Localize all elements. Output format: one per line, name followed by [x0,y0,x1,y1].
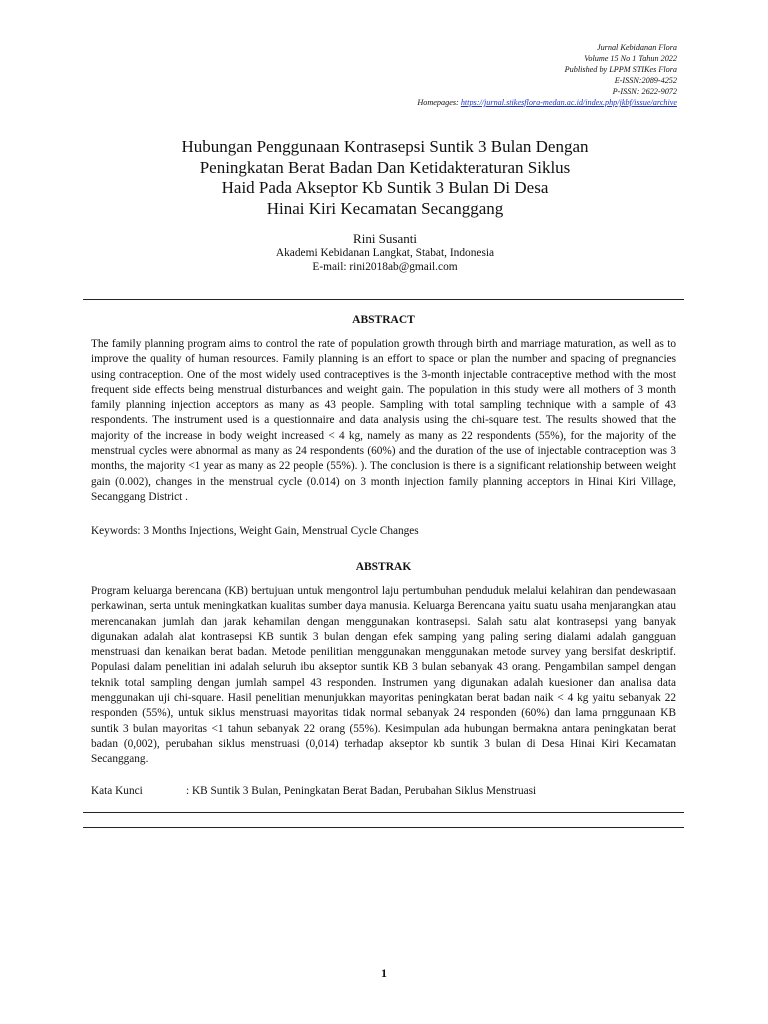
paper-title [150,137,620,219]
author-email: E-mail: rini2018ab@gmail.com [312,261,458,273]
title-line: Peningkatan Berat Badan Dan Ketidakteraturan Siklus [199,157,571,177]
abstract-heading: ABSTRACT [352,314,415,326]
homepage-label: Homepages: [417,98,461,107]
journal-eissn: E-ISSN:2089-4252 [614,76,677,85]
author-affiliation-block [150,246,620,274]
author-affiliation: Akademi Kebidanan Langkat, Stabat, Indonesia [275,247,495,259]
abstrak-heading: ABSTRAK [355,561,412,573]
kata-kunci-label: Kata Kunci [91,785,143,797]
journal-header [417,42,677,108]
kata-kunci [91,784,676,799]
journal-volume: Volume 15 No 1 Tahun 2022 [584,54,677,63]
title-line: Haid Pada Akseptor Kb Suntik 3 Bulan Di Desa [221,178,549,197]
divider-mid [83,812,684,813]
title-line: Hubungan Penggunaan Kontrasepsi Suntik 3 Bulan Dengan [181,137,589,156]
kata-kunci-value: : KB Suntik 3 Bulan, Peningkatan Berat Badan, Perubahan Siklus Menstruasi [186,785,537,797]
title-line: Hinai Kiri Kecamatan Secanggang [266,198,504,218]
author-name: Rini Susanti [353,231,417,246]
abstract-text: The family planning program aims to control the rate of population growth through birth and marriage maturation, as well as to improve the quality of human resources. Family planning is an effort to space or plan the number and spacing of pregnancies using contraception. One of the most widely used contraceptives is the 3-month injectable contraceptive method with the most frequent side effects being menstrual disturbances and weight gain. The population in this study were all mothers of 3 month family planning injection acceptors as many as 43 people. Sampling with total sampling technique with a sample of 43 respondents. The instrument used is a questionnaire and data analysis using the chi-square test. The results showed that the majority of the increase in body weight increased < 4 kg, namely as many as 22 respondents (55%), for the majority of the menstrual cycles were abnormal as many as 24 respondents (60%) and the duration of the use of injectable contraception was 3 months, the majority <1 year as many as 22 people (55%). ). The conclusion is there is a significant relationship between weight gain (0.002), changes in the menstrual cycle (0.014) on 3 month injection family planning acceptors in Hinai Kiri Village, Secanggang District . [91,338,676,503]
abstract-keywords: Keywords: 3 Months Injections, Weight Gain, Menstrual Cycle Changes [91,525,419,537]
journal-publisher: Published by LPPM STIKes Flora [564,65,677,74]
journal-pissn: P-ISSN: 2622-9072 [612,87,677,96]
journal-name: Jurnal Kebidanan Flora [596,43,677,52]
journal-homepage [417,97,677,108]
homepage-link[interactable]: https://jurnal.stikesflora-medan.ac.id/index.php/jkbf/issue/archive [460,98,677,107]
divider-bottom [83,827,684,828]
abstrak-text: Program keluarga berencana (KB) bertujuan untuk mengontrol laju pertumbuhan penduduk melalui kelahiran dan pendewasaan perkawinan, serta untuk meningkatkan kualitas sumber daya manusia. Keluarga Berencana yaitu suatu usaha menjarangkan atau merencanakan jumlah dan jarak kehamilan dengan menggunakan kontrasepsi. Salah satu alat kontrasepsi yang banyak digunakan adalah alat kontrasepsi KB suntik 3 bulan dengan efek samping yang paling sering dialami adalah gangguan menstruasi dan kenaikan berat badan. Metode penilitian menggunakan menggunakan metode survey yang bersifat deskriptif. Populasi dalam penelitian ini adalah seluruh ibu akseptor suntik KB 3 bulan sebanyak 43 orang. Pengambilan sampel dengan teknik total sampling dengan jumlah sampel 43 responden. Instrumen yang digunakan adalah kuesioner dan analisa data menggunakan uji chi-square. Hasil penelitian menunjukkan mayoritas peningkatan berat badan naik < 4 kg yaitu sebanyak 22 responden (55%), untuk siklus menstruasi mayoritas tidak normal sebanyak 24 responden (60%) dan lama prnggunaan KB suntik 3 bulan mayoritas <1 tahun sebanyak 22 orang (55%). Kesimpulan ada hubungan bermakna antara peningkatan berat badan (0,002), perubahan siklus menstruasi (0,014) terhadap akseptor kb suntik 3 bulan di Desa Hinai Kiri Kecamatan Secanggang. [91,585,676,766]
divider-top [83,299,684,300]
page-number: 1 [381,966,387,980]
